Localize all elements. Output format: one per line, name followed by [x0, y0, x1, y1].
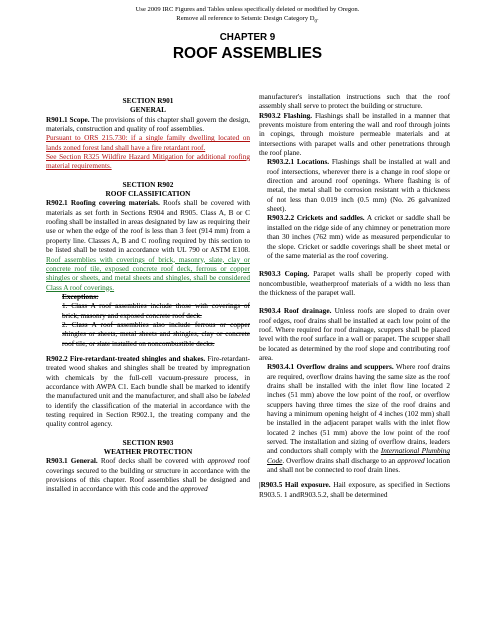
- r903-1-paragraph: R903.1 General. Roof decks shall be covered with approved roof coverings secured to the building or structure in accordance with the provisions of this chapter. Roof assemblies shall be designed and installed in accordance with this code and the approved: [46, 456, 250, 494]
- r902-1-paragraph: R902.1 Roofing covering materials. Roofs shall be covered with materials as set forth in Sections R904 and R905. Class A, B or C roofing shall be installed in areas designated by law as requiring their use or when the edge of the roof is less than 3 feet (914 mm) from a property line. Classes A, B and C roofing required by this section to be listed shall be tested in accordance with UL 790 or ASTM E108. Roof assemblies with coverings of brick, masonry, slate, clay or concrete roof tile, exposed concrete roof deck, ferrous or copper shingles or sheets, and metal sheets and shingles, shall be considered Class A roof coverings.: [46, 198, 250, 292]
- exception-1: 1. Class A roof assemblies include those with coverings of brick, masonry and exposed concrete roof deck.: [62, 301, 250, 320]
- left-column: [46, 96, 250, 494]
- r903-2-paragraph: R903.2 Flashing. Flashings shall be installed in a manner that prevents moisture from entering the wall and roof through joints in copings, through moisture permeable materials and at intersections with parapet walls and other penetrations through the roof plane.: [259, 110, 450, 158]
- section-r901-subheading: GENERAL: [129, 105, 167, 115]
- r903-4-1-paragraph: R903.4.1 Overflow drains and scuppers. Where roof drains are required, overflow drains having the same size as the roof drains shall be installed with the inlet flow line located 2 inches (51 mm) above the low point of the roof, or overflow scuppers having three times the size of the roof drains and having a minimum opening height of 4 inches (102 mm) shall be installed in the adjacent parapet walls with the inlet flow located 2 inches (51 mm) above the low point of the roof served. The installation and sizing of overflow drains, leaders and conductors shall comply with the International Plumbing Code. Overflow drains shall discharge to an approved location and shall not be connected to roof drain lines.: [267, 362, 450, 475]
- notice-line-1: Use 2009 IRC Figures and Tables unless specifically deleted or modified by Oregon.: [135, 6, 360, 13]
- section-r903-subheading: WEATHER PROTECTION: [103, 447, 193, 457]
- r903-1-continued: manufacturer's installation instructions such that the roof assembly shall serve to protect the building or structure.: [259, 92, 450, 111]
- chapter-number: CHAPTER 9: [219, 32, 276, 43]
- exception-2: 2. Class A roof assemblies also include ferrous or copper shingles or sheets, metal sheets and shingles, clay or concrete roof tile, or slate installed on noncombustible decks.: [62, 319, 250, 348]
- section-r902-heading: SECTION R902: [122, 179, 174, 189]
- notice-line-2: Remove all reference to Seismic Design Category $D_0$.: [176, 14, 319, 24]
- section-r901-heading: SECTION R901: [122, 96, 174, 105]
- section-r902-subheading: ROOF CLASSIFICATION: [105, 189, 191, 199]
- r903-3-paragraph: R903.3 Coping. Parapet walls shall be properly coped with noncombustible, weatherproof materials of a width no less than the thickness of the parapet wall.: [259, 269, 450, 297]
- ors-amendment: Pursuant to ORS 215.730: if a single family dwelling located on lands zoned forest land shall have a fire retardant roof.: [46, 133, 250, 152]
- code-notice: [0, 6, 495, 27]
- r903-2-2-paragraph: R903.2.2 Crickets and saddles. A cricket or saddle shall be installed on the ridge side of any chimney or penetration more than 30 inches (762 mm) wide as measured perpendicular to the slope. Cricket or saddle coverings shall be sheet metal or of the same material as the roof covering.: [267, 213, 450, 260]
- r901-1-paragraph: R901.1 Scope. The provisions of this chapter shall govern the design, materials, construction and quality of roof assemblies.: [46, 114, 250, 134]
- right-column: [259, 92, 450, 499]
- r903-2-1-paragraph: R903.2.1 Locations. Flashings shall be installed at wall and roof intersections, wherever there is a change in roof slope or direction and around roof openings. Where flashing is of metal, the metal shall be corrosion resistant with a thickness of not less than 0.019 inch (0.5 mm) (No. 26 galvanized sheet).: [267, 157, 450, 214]
- section-r903-heading: SECTION R903: [122, 437, 174, 447]
- exceptions-label: Exceptions:: [62, 291, 99, 301]
- r903-5-paragraph: |R903.5 Hail exposure. Hail exposure, as specified in Sections R903.5. 1 andR903.5.2, shall be determined: [259, 480, 451, 499]
- chapter-title: ROOF ASSEMBLIES: [172, 45, 323, 62]
- wildfire-reference: See Section R325 Wildfire Hazard Mitigation for additional roofing material requirements.: [46, 152, 250, 171]
- r902-2-paragraph: R902.2 Fire-retardant-treated shingles and shakes. Fire-retardant-treated wood shakes and shingles shall be treated by impregnation with chemicals by the full-cell vacuum-pressure process, in accordance with AWPA C1. Each bundle shall be marked to identify the manufactured unit and the manufacturer, and shall also be labeled to identify the classification of the material in accordance with the testing required in Section R902.1, the treating company and the quality control agency.: [46, 353, 250, 429]
- r903-4-paragraph: R903.4 Roof drainage. Unless roofs are sloped to drain over roof edges, roof drains shall be installed at each low point of the roof. Where required for roof drainage, scuppers shall be placed level with the roof surface in a wall or parapet. The scupper shall be located as determined by the roof slope and contributing roof area.: [259, 306, 450, 362]
